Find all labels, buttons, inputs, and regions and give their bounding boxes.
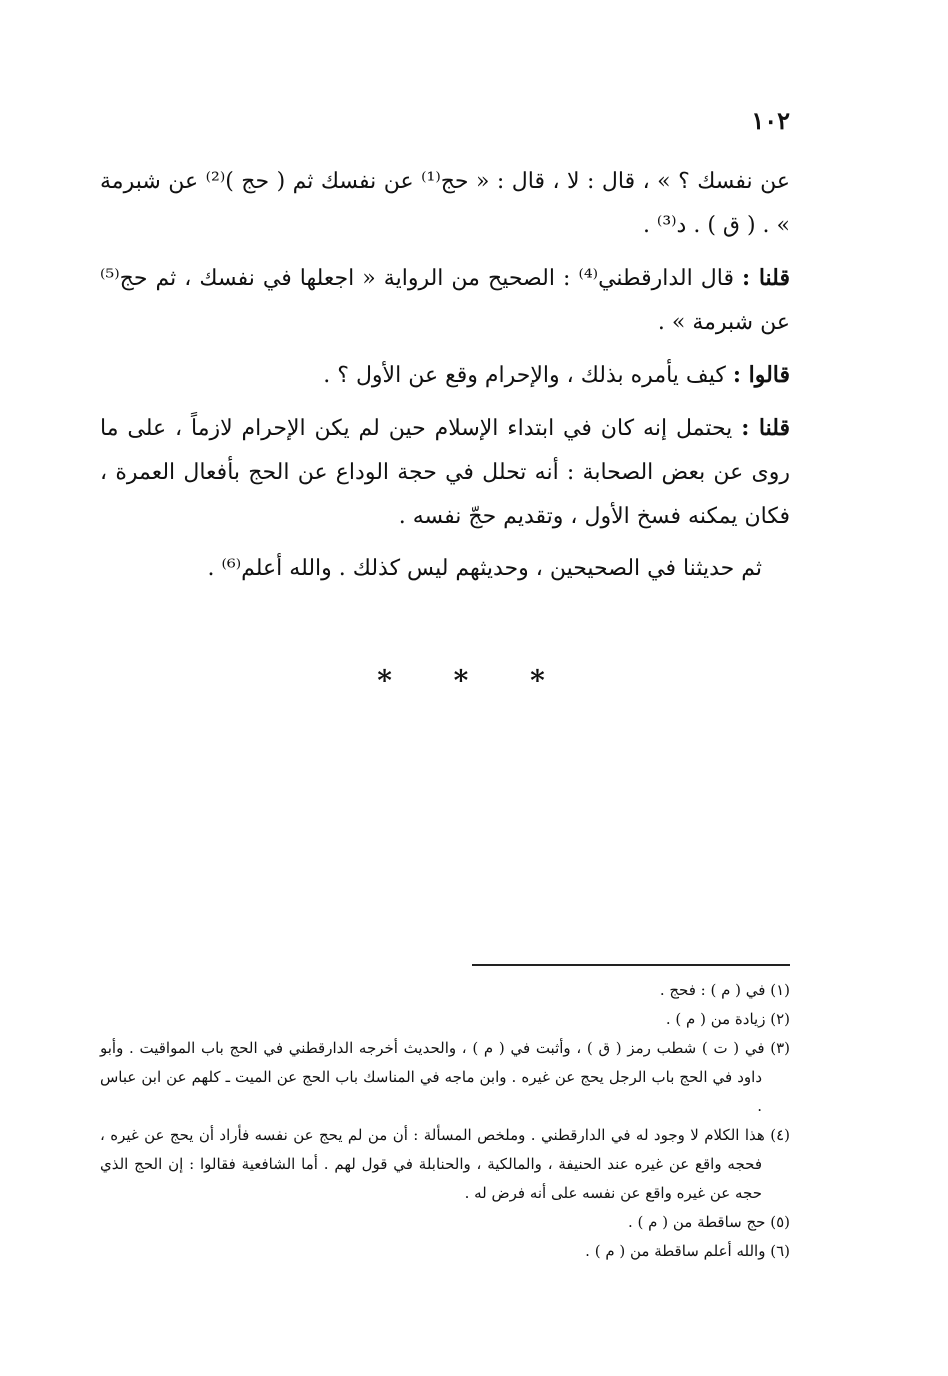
paragraph-text: قال الدارقطني⁽⁴⁾ : الصحيح من الرواية « اجعلها في نفسك ، ثم حج⁽⁵⁾ عن شبرمة » . [100, 266, 790, 335]
footnote: (٣) في ( ت ) شطب رمز ( ق ) ، وأثبت في ( م ) ، والحديث أخرجه الدارقطني في الحج باب المواقيت . وأبو داود في الحج باب الرجل يحج عن غيره . وابن ماجه في المناسك باب الحج عن الميت ـ كلهم عن ابن عباس . [100, 1039, 790, 1115]
footnote: (٢) زيادة من ( م ) . [665, 1010, 790, 1028]
paragraph-lead: قلنا : [741, 415, 791, 441]
footnote: (٥) حج ساقطة من ( م ) . [628, 1213, 790, 1231]
footnote: (١) في ( م ) : فحج . [659, 981, 790, 999]
page-number: ١٠٢ [751, 106, 790, 135]
paragraph-text: ثم حديثنا في الصحيحين ، وحديثهم ليس كذلك . والله أعلم⁽⁶⁾ . [207, 556, 762, 581]
footnote: (٦) والله أعلم ساقطة من ( م ) . [585, 1242, 790, 1260]
paragraph [100, 160, 790, 248]
footnote: (٤) هذا الكلام لا وجود له في الدارقطني . وملخص المسألة : أن من لم يحج عن نفسه فأراد أن يحج عن غيره ، فحجه واقع عن غيره عند الحنيفة ، والمالكية ، والحنابلة في قول لهم . أما الشافعية فقالوا : إن الحج الذي حجه عن غيره واقع عن نفسه على أنه فرض له . [100, 1126, 790, 1202]
paragraph [100, 547, 790, 591]
footnote-divider [472, 964, 790, 966]
section-separator: * * * [377, 664, 571, 697]
paragraph-lead: قلنا : [742, 265, 790, 291]
paragraph [100, 353, 790, 398]
paragraph-text: يحتمل إنه كان في ابتداء الإسلام حين لم يكن الإحرام لازماً ، على ما روى عن بعض الصحابة : أنه تحلل في حجة الوداع عن الحج بأفعال العمرة ، فكان يمكنه فسخ الأول ، وتقديم حجّ نفسه . [100, 416, 790, 529]
footnotes [100, 976, 790, 1266]
paragraph [100, 406, 790, 539]
paragraph-lead: قالوا : [732, 362, 790, 388]
main-text [100, 160, 790, 599]
paragraph-text: عن نفسك ؟ » ، قال : لا ، قال : « حج⁽¹⁾ عن نفسك ثم ( حج )⁽²⁾ عن شبرمة » . ( ق ) . د⁽³⁾ . [100, 169, 790, 238]
paragraph-text: كيف يأمره بذلك ، والإحرام وقع عن الأول ؟ . [323, 363, 726, 388]
paragraph [100, 256, 790, 345]
